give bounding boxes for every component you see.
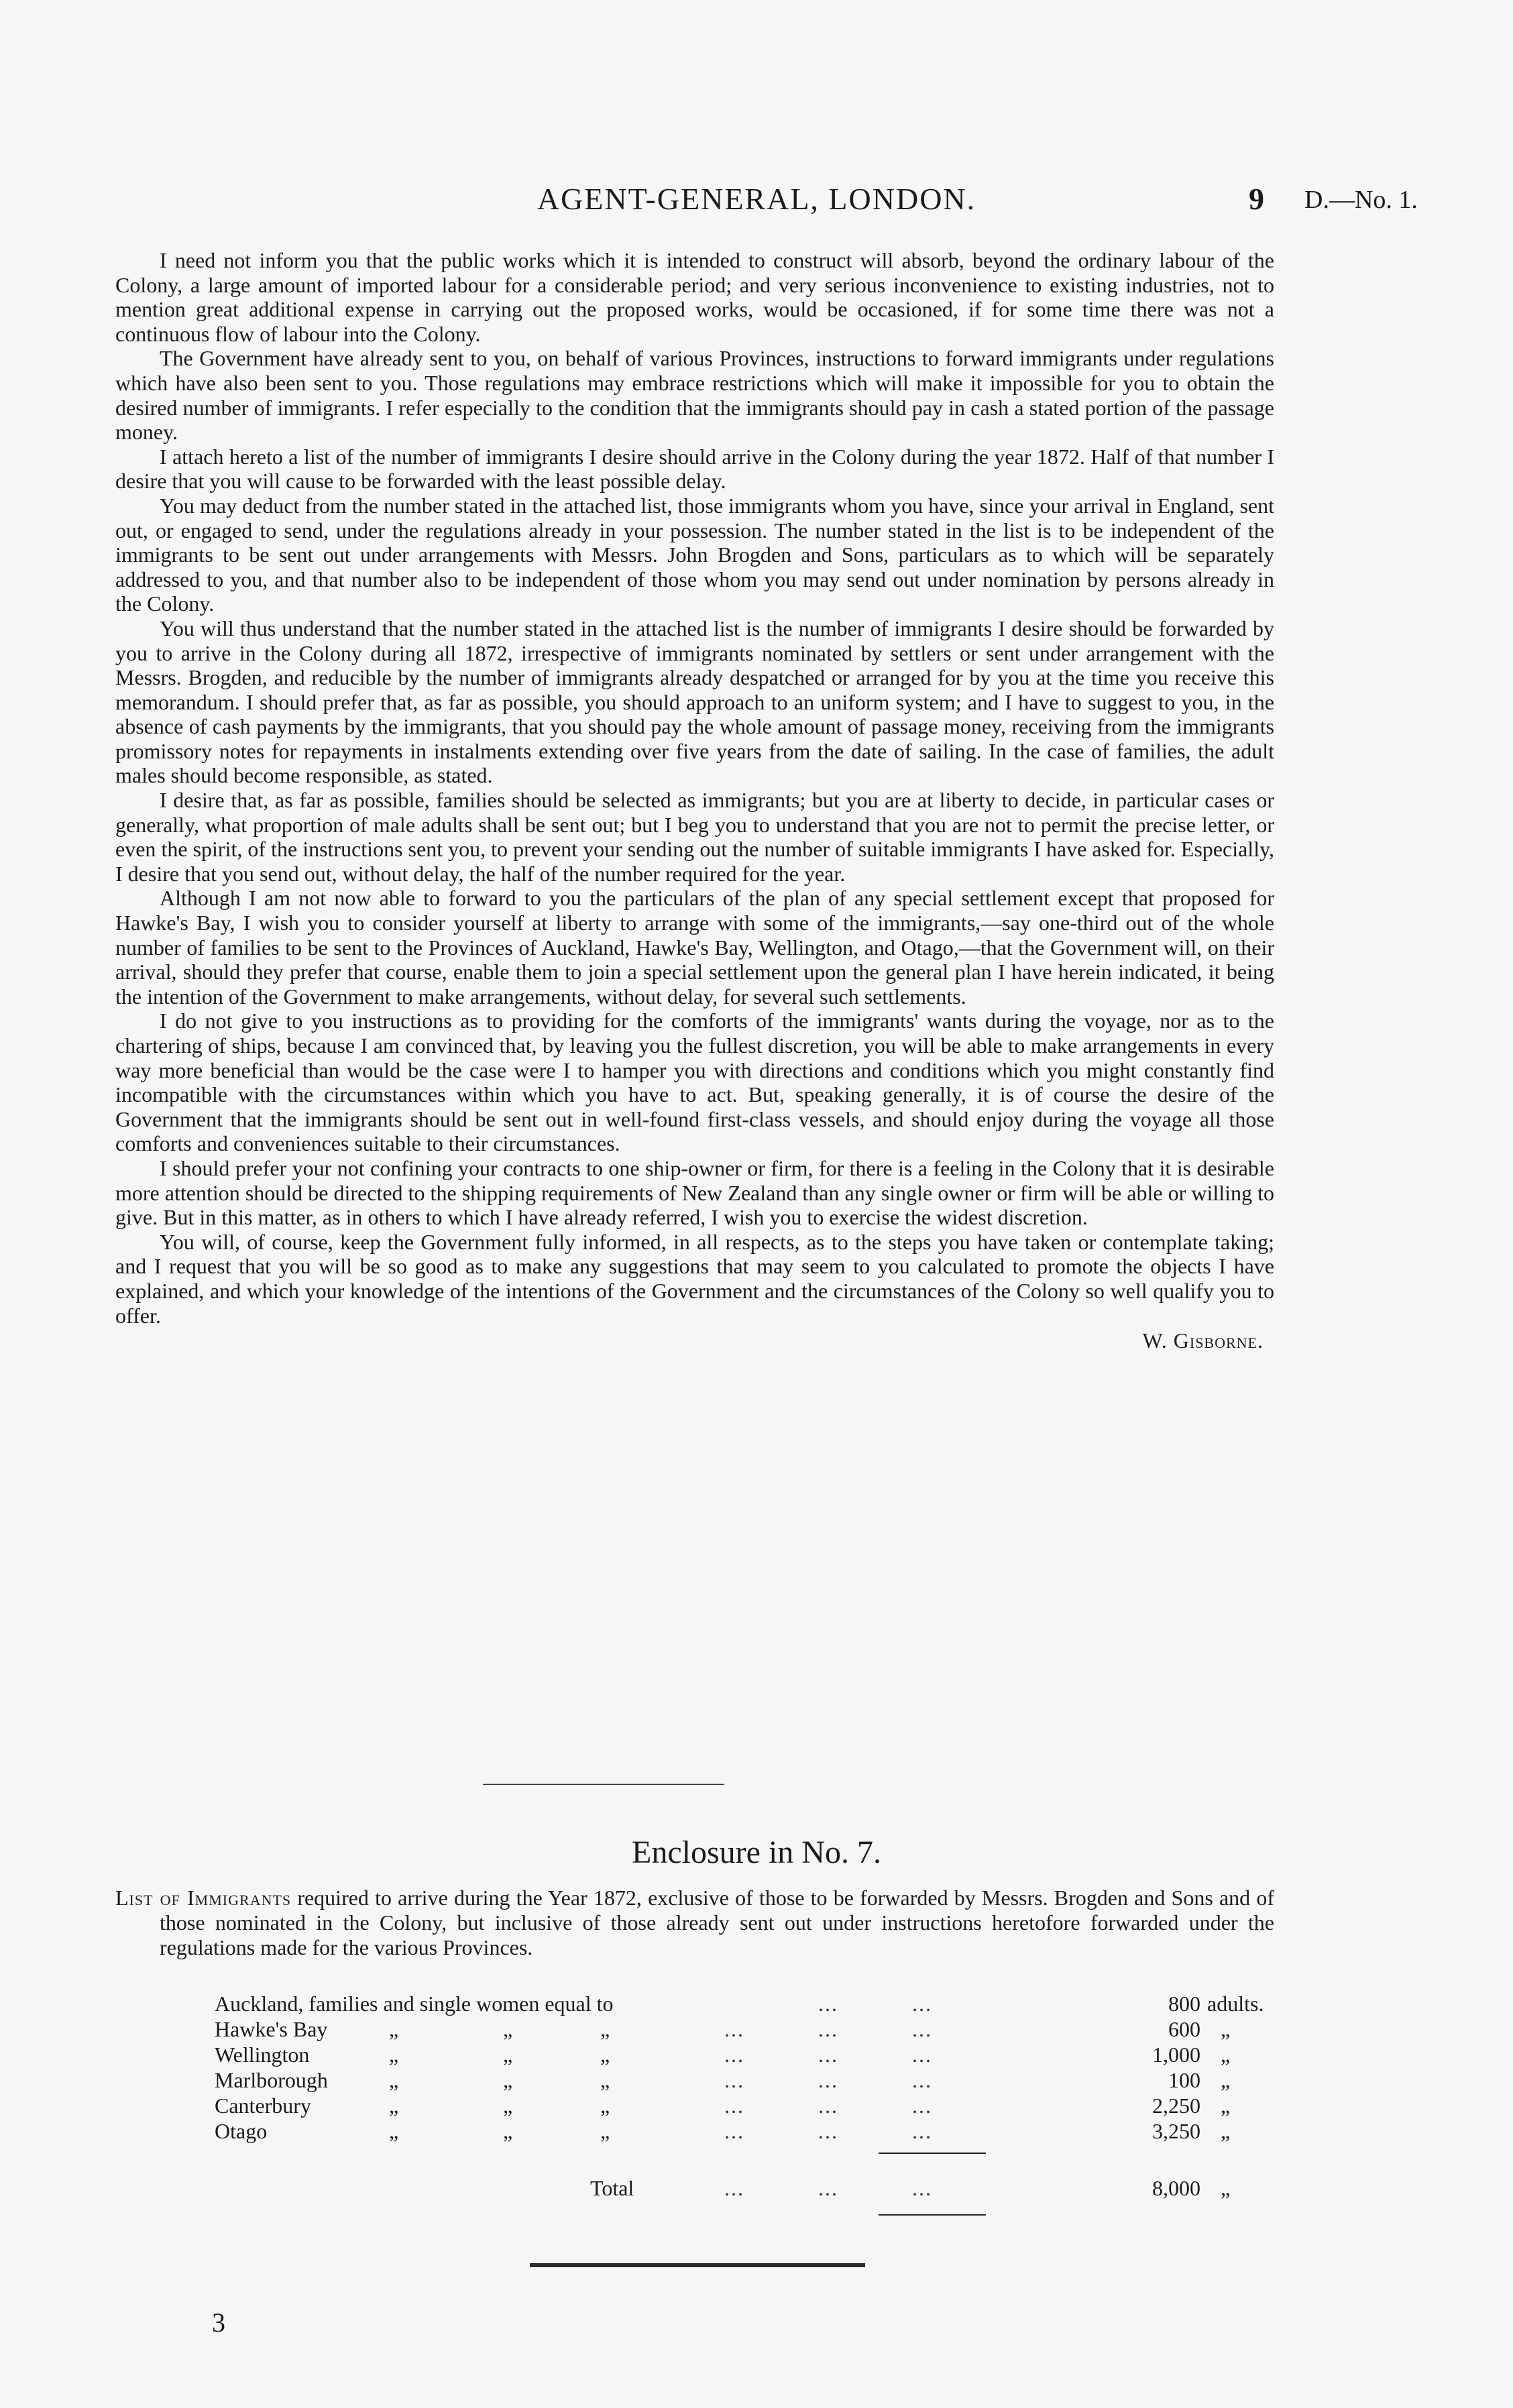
leader-dots: ... bbox=[912, 2017, 932, 2041]
ditto-mark: „ bbox=[600, 2043, 610, 2067]
paragraph: I need not inform you that the public works which it is intended to construct will absorb, beyond the ordinary labour of the Colony, a large amount of imported labour for a considerable period; and very serious inconvenience to existing industries, not to mention great additional expense in carrying out the proposed works, would be occasioned, if for some time there was not a continuous flow of labour into the Colony. bbox=[115, 248, 1274, 346]
leader-dots: ... bbox=[818, 2043, 838, 2067]
leader-dots: ... bbox=[818, 2068, 838, 2092]
count-unit: „ bbox=[1221, 2119, 1231, 2143]
page-header bbox=[0, 181, 1513, 221]
list-description: required to arrive during the Year 1872, exclusive of those to be forwarded by Messrs. Brogden and Sons and of those nominated in the Colony, but inclusive of those already sent out under instructions heretofore forwarded under the regulations made for the various Provinces. bbox=[160, 1886, 1274, 1959]
leader-dots: ... bbox=[724, 2043, 744, 2067]
leader-dots: ... bbox=[818, 1992, 838, 2016]
province-name: Canterbury bbox=[215, 2094, 311, 2118]
total-label: Total bbox=[590, 2176, 634, 2200]
table-row bbox=[215, 2068, 1231, 2094]
leader-dots: ... bbox=[724, 2017, 744, 2041]
enclosure-heading: Enclosure in No. 7. bbox=[632, 1835, 881, 1870]
signature: W. Gisborne. bbox=[1142, 1328, 1264, 1353]
province-label: Auckland, families and single women equal to bbox=[215, 1992, 614, 2016]
leader-dots: ... bbox=[724, 2094, 744, 2118]
document-reference: D.—No. 1. bbox=[1304, 186, 1418, 214]
leader-dots: ... bbox=[724, 2176, 744, 2200]
leader-dots: ... bbox=[912, 2094, 932, 2118]
paragraph: You will, of course, keep the Government fully informed, in all respects, as to the steps you have taken or contemplate taking; and I request that you will be so good as to make any suggestions that may seem to you calculated to promote the objects I have explained, and which your knowledge of the intentions of the Government and the circumstances of the Colony so well qualify you to offer. bbox=[115, 1229, 1274, 1328]
count-unit: „ bbox=[1221, 2176, 1231, 2200]
ditto-mark: „ bbox=[503, 2017, 513, 2041]
letter-body bbox=[115, 248, 1274, 1353]
leader-dots: ... bbox=[912, 2068, 932, 2092]
leader-dots: ... bbox=[818, 2094, 838, 2118]
immigrant-count: 100 bbox=[1168, 2068, 1200, 2092]
province-name: Marlborough bbox=[215, 2068, 328, 2092]
ditto-mark: „ bbox=[600, 2017, 610, 2041]
page-number: 9 bbox=[1249, 182, 1264, 216]
province-name: Hawke's Bay bbox=[215, 2017, 328, 2041]
table-row bbox=[215, 1992, 1264, 2017]
paragraph: The Government have already sent to you, on behalf of various Provinces, instructions to forward immigrants under regulations which have also been sent to you. Those regulations may embrace restrictions which will make it impossible for you to obtain the desired number of immigrants. I refer especially to the condition that the immigrants should pay in cash a stated portion of the passage money. bbox=[115, 346, 1274, 445]
paragraph: I do not give to you instructions as to providing for the comforts of the immigrants' wants during the voyage, nor as to the chartering of ships, because I am convinced that, by leaving you the fullest discretion, you will be able to make arrangements in every way more beneficial than would be the case were I to hamper you with directions and conditions which you might constantly find incompatible with the circumstances within which you have to act. But, speaking generally, it is of course the desire of the Government that the immigrants should be sent out in well-found first-class vessels, and should enjoy during the voyage all those comforts and conveniences suitable to their circumstances. bbox=[115, 1009, 1274, 1156]
count-unit: „ bbox=[1221, 2017, 1231, 2041]
immigrant-count: 800 bbox=[1168, 1992, 1200, 2016]
ditto-mark: „ bbox=[503, 2068, 513, 2092]
leader-dots: ... bbox=[912, 2043, 932, 2067]
sum-rule bbox=[879, 2153, 986, 2154]
enclosure-intro bbox=[115, 1886, 1274, 1960]
ditto-mark: „ bbox=[389, 2068, 399, 2092]
list-title: List of Immigrants bbox=[115, 1886, 292, 1910]
total-rule bbox=[879, 2214, 986, 2216]
paragraph: I attach hereto a list of the number of immigrants I desire should arrive in the Colony during the year 1872. Half of that number I desire that you will cause to be forwarded with the least possible delay. bbox=[115, 444, 1274, 494]
ditto-mark: „ bbox=[503, 2119, 513, 2143]
table-row bbox=[215, 2017, 1231, 2043]
ditto-mark: „ bbox=[600, 2068, 610, 2092]
ditto-mark: „ bbox=[600, 2119, 610, 2143]
immigrant-count: 2,250 bbox=[1152, 2094, 1200, 2118]
paragraph: You may deduct from the number stated in the attached list, those immigrants whom you have, since your arrival in England, sent out, or engaged to send, under the regulations already in your possession. The number stated in the list is to be independent of the immigrants to be sent out under arrangements with Messrs. John Brogden and Sons, particulars as to which will be separately addressed to you, and that number also to be independent of those whom you may send out under nomination by persons already in the Colony. bbox=[115, 493, 1274, 616]
count-unit: „ bbox=[1221, 2068, 1231, 2092]
table-row bbox=[215, 2119, 1231, 2144]
ditto-mark: „ bbox=[389, 2017, 399, 2041]
running-title: AGENT-GENERAL, LONDON. bbox=[537, 182, 976, 216]
section-divider bbox=[483, 1784, 724, 1785]
province-name: Wellington bbox=[215, 2043, 310, 2067]
leader-dots: ... bbox=[724, 2068, 744, 2092]
total-row bbox=[215, 2176, 1231, 2203]
immigrant-count: 3,250 bbox=[1152, 2119, 1200, 2143]
leader-dots: ... bbox=[818, 2017, 838, 2041]
leader-dots: ... bbox=[912, 2176, 932, 2200]
leader-dots: ... bbox=[912, 2119, 932, 2143]
ditto-mark: „ bbox=[389, 2119, 399, 2143]
immigrant-count: 1,000 bbox=[1152, 2043, 1200, 2067]
total-count: 8,000 bbox=[1152, 2176, 1200, 2200]
table-row bbox=[215, 2043, 1231, 2068]
paragraph: You will thus understand that the number stated in the attached list is the number of immigrants I desire should be forwarded by you to arrive in the Colony during all 1872, irrespective of immigrants nominated by settlers or sent under arrangement with the Messrs. Brogden, and reducible by the number of immigrants already despatched or arranged for by you at the time you receive this memorandum. I should prefer that, as far as possible, you should approach to an uniform system; and I have to suggest to you, in the absence of cash payments by the immigrants, that you should pay the whole amount of passage money, receiving from the immigrants promissory notes for repayments in instalments extending over five years from the date of sailing. In the case of families, the adult males should become responsible, as stated. bbox=[115, 616, 1274, 788]
ditto-mark: „ bbox=[503, 2094, 513, 2118]
ditto-mark: „ bbox=[389, 2043, 399, 2067]
province-name: Otago bbox=[215, 2119, 268, 2143]
leader-dots: ... bbox=[818, 2176, 838, 2200]
ditto-mark: „ bbox=[600, 2094, 610, 2118]
paragraph: I desire that, as far as possible, families should be selected as immigrants; but you are at liberty to decide, in particular cases or generally, what proportion of male adults shall be sent out; but I beg you to understand that you are not to permit the precise letter, or even the spirit, of the instructions sent you, to prevent your sending out the number of suitable immigrants I have asked for. Especially, I desire that you send out, without delay, the half of the number required for the year. bbox=[115, 788, 1274, 886]
count-unit: adults. bbox=[1207, 1992, 1264, 2016]
end-rule bbox=[530, 2263, 865, 2267]
sheet-number: 3 bbox=[212, 2307, 225, 2338]
ditto-mark: „ bbox=[389, 2094, 399, 2118]
immigrants-table bbox=[215, 1992, 1264, 2144]
immigrant-count: 600 bbox=[1168, 2017, 1200, 2041]
count-unit: „ bbox=[1221, 2043, 1231, 2067]
count-unit: „ bbox=[1221, 2094, 1231, 2118]
leader-dots: ... bbox=[818, 2119, 838, 2143]
paragraph: Although I am not now able to forward to you the particulars of the plan of any special settlement except that proposed for Hawke's Bay, I wish you to consider yourself at liberty to arrange with some of the immigrants,—say one-third out of the whole number of families to be sent to the Provinces of Auckland, Hawke's Bay, Wellington, and Otago,—that the Government will, on their arrival, should they prefer that course, enable them to join a special settlement upon the general plan I have herein indicated, it being the intention of the Government to make arrangements, without delay, for several such settlements. bbox=[115, 886, 1274, 1009]
table-row bbox=[215, 2094, 1231, 2119]
leader-dots: ... bbox=[724, 2119, 744, 2143]
leader-dots: ... bbox=[912, 1992, 932, 2016]
paragraph: I should prefer your not confining your contracts to one ship-owner or firm, for there is a feeling in the Colony that it is desirable more attention should be directed to the shipping requirements of New Zealand than any single owner or firm will be able or willing to give. But in this matter, as in others to which I have already referred, I wish you to exercise the widest discretion. bbox=[115, 1155, 1274, 1230]
ditto-mark: „ bbox=[503, 2043, 513, 2067]
